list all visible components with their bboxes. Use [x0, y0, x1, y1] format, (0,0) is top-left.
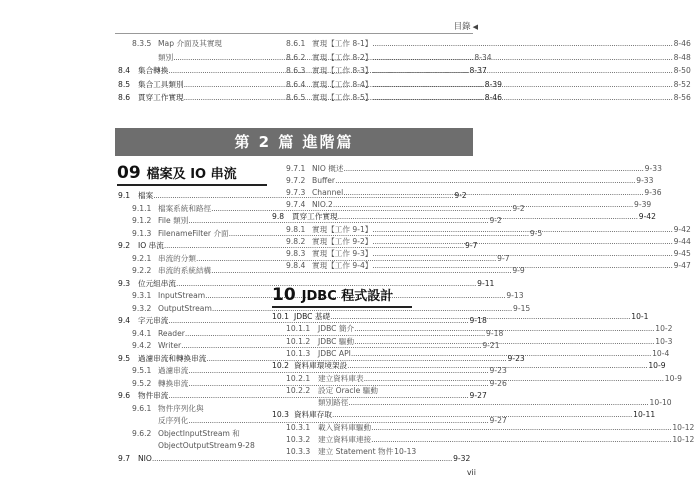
section-number: 9.8.2: [286, 236, 306, 246]
section-number: 9.3.2: [132, 303, 152, 313]
page-ref: 9-27: [469, 391, 487, 400]
section-title: 資料庫存取: [294, 410, 332, 420]
leader-dots: [372, 248, 672, 260]
leader-dots: [372, 224, 672, 236]
page-ref: 9-47: [673, 260, 691, 270]
page-ref: 9-32: [453, 453, 471, 463]
toc-entry: [286, 434, 694, 446]
section-title: 貫穿工作實現: [292, 212, 338, 222]
section-title: File 類別: [158, 216, 189, 225]
section-number: 8.6.3: [286, 66, 306, 75]
page-ref: 9-23: [507, 353, 525, 363]
page-ref: 9-11: [477, 278, 495, 288]
toc-entry: [118, 278, 495, 290]
section-number: 8.5: [118, 79, 131, 89]
section-number: 8.4: [118, 66, 131, 75]
section-number: 8.6.1: [286, 39, 306, 48]
section-number: 10.1.1: [286, 324, 311, 334]
leader-dots: [335, 175, 635, 187]
section-number: 9.7.2: [286, 176, 306, 186]
section-title: 位元組串流: [138, 278, 176, 288]
section-number: 8.6.4: [286, 79, 306, 89]
section-title: OutputStream: [158, 303, 212, 313]
section-number: 9.7: [118, 453, 131, 463]
page-ref: 9-42: [673, 224, 691, 234]
section-number: 9.3.1: [132, 291, 152, 300]
section-number: 9.1: [118, 191, 131, 200]
section-title: 設定 Oracle 驅動: [318, 385, 378, 395]
leader-dots: [347, 360, 647, 372]
leader-dots: [332, 409, 632, 421]
leader-dots: [372, 79, 672, 91]
leader-dots: [344, 163, 644, 175]
section-number: 9.3: [118, 278, 131, 288]
section-title: 反序列化: [158, 416, 189, 425]
section-number: 9.4.1: [132, 328, 152, 338]
section-title: ObjectOutputStream: [158, 441, 237, 450]
chapter-10-rule: [272, 306, 412, 308]
page-ref: 9-45: [673, 248, 691, 258]
toc-entry: [132, 440, 254, 452]
section-title: 實現【工作 8-3】: [312, 66, 373, 75]
page-ref: 10-10: [649, 398, 672, 408]
page-ref: 10-2: [655, 324, 673, 334]
page-ref: 9-42: [638, 212, 656, 222]
page-ref: 9-33: [636, 176, 654, 186]
page-ref: 8-52: [673, 79, 691, 89]
section-number: 9.7.1: [286, 164, 306, 173]
section-title: Channel: [312, 188, 344, 198]
section-number: 9.5.2: [132, 378, 152, 388]
section-number: 9.5.1: [132, 366, 152, 375]
section-number: 9.6: [118, 391, 131, 400]
section-title: Map 介面及其實現: [158, 39, 223, 48]
section-title: 實現【工作 9-3】: [312, 248, 373, 258]
chapter-9-heading: [117, 163, 237, 183]
section-title: 實現【工作 8-5】: [312, 93, 373, 102]
toc-entry: [286, 446, 417, 458]
section-title: JDBC 驅動: [318, 336, 355, 346]
page-ref: 9-23: [489, 366, 507, 375]
leader-dots: [372, 38, 672, 50]
page-ref: 10-3: [655, 336, 673, 346]
section-title: Reader: [158, 328, 185, 338]
page-ref: 10-12: [672, 422, 694, 432]
toc-entry: [132, 303, 531, 315]
toc-entry: [286, 422, 694, 434]
section-number: 9.2.2: [132, 266, 152, 275]
section-title: Buffer: [312, 176, 336, 186]
section-title: JDBC 簡介: [318, 324, 355, 334]
leader-dots: [333, 199, 633, 211]
page-ref: 9-26: [489, 378, 507, 388]
leader-dots: [371, 422, 671, 434]
section-title: NIO: [138, 453, 152, 463]
section-number: 9.2.1: [132, 253, 152, 263]
section-number: 9.1.3: [132, 228, 152, 238]
section-title: 實現【工作 9-2】: [312, 236, 373, 246]
toc-entry: [132, 428, 254, 440]
section-title: NIO 概述: [312, 164, 344, 173]
section-number: 9.5: [118, 353, 131, 363]
page-ref: 9-5: [529, 228, 543, 238]
leader-dots: [354, 336, 654, 348]
page-ref: 8-37: [469, 66, 487, 75]
page-ref: 8-46: [673, 39, 691, 48]
section-number: 10.1.2: [286, 336, 311, 346]
page-ref: 9-39: [634, 200, 652, 210]
toc-entry: [118, 453, 471, 465]
section-number: 9.2: [118, 241, 131, 250]
page-number: vii: [466, 468, 476, 477]
section-number: 9.4: [118, 316, 131, 325]
section-title: JDBC 基礎: [294, 312, 331, 321]
page-ref: 9-27: [489, 416, 507, 425]
section-number: 10.3.1: [286, 422, 311, 432]
section-number: 8.6.5: [286, 93, 306, 102]
page-ref: 9-33: [644, 164, 662, 173]
section-title: 實現【工作 9-4】: [312, 260, 373, 270]
part-banner: 第 2 篇 進階篇: [115, 128, 473, 156]
toc-entry: [132, 38, 254, 50]
section-number: 10.2: [272, 361, 289, 371]
page-ref: 10-1: [631, 312, 649, 321]
page-ref: 9-13: [506, 291, 524, 300]
triangle-icon: ◀: [472, 23, 478, 31]
section-title: 建立 Statement 物件: [318, 447, 394, 457]
leader-dots: [372, 52, 672, 64]
leader-dots: [354, 323, 654, 335]
section-title: 建立資料庫表: [318, 373, 364, 383]
leader-dots: [372, 260, 672, 272]
section-title: 檔案系統和路徑: [158, 203, 212, 213]
section-title: 物件序列化與: [158, 403, 204, 413]
toc-entry: [286, 385, 400, 397]
page-ref: 9-7: [465, 241, 478, 250]
toc-entry: [286, 397, 672, 409]
section-number: 9.8: [272, 212, 285, 222]
section-title: 實現【工作 8-1】: [312, 39, 373, 48]
section-title: 建立資料庫連接: [318, 435, 372, 444]
section-number: 9.7.3: [286, 188, 306, 198]
page-ref: 9-2: [454, 191, 467, 200]
section-title: 檔案: [138, 191, 154, 200]
chapter-10-heading: [272, 285, 393, 305]
page-ref: 9-18: [486, 328, 504, 338]
leader-dots: [343, 187, 643, 199]
page-ref: 9-15: [513, 303, 531, 313]
section-number: 10.3.2: [286, 435, 311, 444]
leader-dots: [338, 211, 638, 223]
leader-dots: [372, 65, 672, 77]
section-title: InputStream: [158, 291, 206, 300]
section-number: 10.2.1: [286, 373, 311, 383]
section-title: 字元串流: [138, 316, 169, 325]
section-title: Writer: [158, 341, 182, 350]
page-ref: 8-46: [484, 93, 502, 102]
chapter-title: 檔案及 IO 串流: [146, 167, 237, 182]
page-ref: 9-9: [512, 266, 525, 275]
section-number: 9.6.1: [132, 403, 152, 413]
running-header: [454, 20, 478, 32]
section-title: 轉換串流: [158, 378, 189, 388]
section-title: 過濾串流和轉換串流: [138, 353, 207, 363]
page-ref: 10-9: [664, 373, 682, 383]
section-title: 串流的分類: [158, 253, 196, 263]
page-ref: 8-56: [673, 93, 691, 102]
page-ref: 9-2: [512, 203, 525, 213]
section-title: 實現【工作 8-4】: [312, 79, 373, 89]
page-ref: 9-18: [469, 316, 487, 325]
section-number: 9.8.4: [286, 260, 306, 270]
toc-entry: [286, 175, 654, 187]
page-ref: 9-36: [644, 188, 662, 198]
section-title: 過濾串流: [158, 366, 189, 375]
section-number: 9.4.2: [132, 341, 152, 350]
section-number: 10.3.3: [286, 447, 311, 457]
section-number: 9.1.2: [132, 216, 152, 225]
leader-dots: [372, 92, 672, 104]
page-ref: 9-21: [482, 341, 500, 350]
header-title: 目錄: [453, 22, 471, 32]
leader-dots: [364, 373, 664, 385]
section-number: 10.1.3: [286, 348, 311, 358]
toc-entry: [286, 38, 691, 50]
section-title: IO 串流: [138, 241, 164, 250]
page-ref: 8-39: [484, 79, 502, 89]
page-ref: 8-48: [673, 52, 691, 62]
page-ref: 9-28: [237, 441, 255, 450]
toc-entry: [132, 403, 254, 415]
section-title: 資料庫環境架設: [294, 361, 348, 371]
section-number: 9.1.1: [132, 203, 152, 213]
leader-dots: [371, 434, 671, 446]
section-title: 實現【工作 9-1】: [312, 224, 373, 234]
section-title: 串流的系統結構: [158, 266, 212, 275]
section-number: 9.7.4: [286, 200, 306, 210]
chapter-9-rule: [117, 184, 267, 186]
leader-dots: [372, 236, 672, 248]
page-ref: 10-13: [394, 447, 417, 457]
chapter-number: 09: [117, 163, 141, 183]
section-number: 10.1: [272, 312, 289, 321]
section-number: 9.8.3: [286, 248, 306, 258]
section-number: 9.8.1: [286, 224, 306, 234]
section-title: 貫穿工作實現: [138, 93, 184, 102]
section-title: 類別: [158, 52, 174, 62]
page-ref: 10-9: [648, 361, 666, 371]
section-number: 8.6.2: [286, 52, 306, 62]
section-title: 集合轉換: [138, 66, 169, 75]
section-title: 物件串流: [138, 391, 169, 400]
section-title: JDBC API: [318, 348, 351, 358]
chapter-number: 10: [272, 285, 296, 305]
section-number: 8.3.5: [132, 39, 152, 48]
page-ref: 9-44: [673, 236, 691, 246]
section-title: ObjectInputStream 和: [158, 428, 240, 438]
page-ref: 8-34: [474, 52, 492, 62]
page-ref: 10-12: [672, 435, 694, 444]
section-title: 載入資料庫驅動: [318, 422, 372, 432]
page-ref: 8-50: [673, 66, 691, 75]
section-number: 9.6.2: [132, 428, 152, 438]
section-title: 實現【工作 8-2】: [312, 52, 373, 62]
section-title: NIO.2: [312, 200, 333, 210]
page-ref: 10-11: [633, 410, 656, 420]
leader-dots: [330, 311, 630, 323]
page-ref: 9-7: [497, 253, 510, 263]
section-title: 集合工具類別: [138, 79, 184, 89]
leader-dots: [351, 348, 651, 360]
header-rule: [115, 33, 473, 34]
page-ref: 10-4: [652, 348, 670, 358]
section-number: 10.2.2: [286, 385, 311, 395]
chapter-title: JDBC 程式設計: [301, 289, 394, 304]
toc-entry: [286, 163, 662, 175]
section-title: FilenameFilter 介面: [158, 228, 229, 238]
section-number: 8.6: [118, 93, 131, 102]
page-ref: 9-2: [489, 216, 502, 225]
leader-dots: [348, 397, 648, 409]
section-number: 10.3: [272, 410, 289, 420]
section-title: 類別路徑: [318, 398, 349, 408]
